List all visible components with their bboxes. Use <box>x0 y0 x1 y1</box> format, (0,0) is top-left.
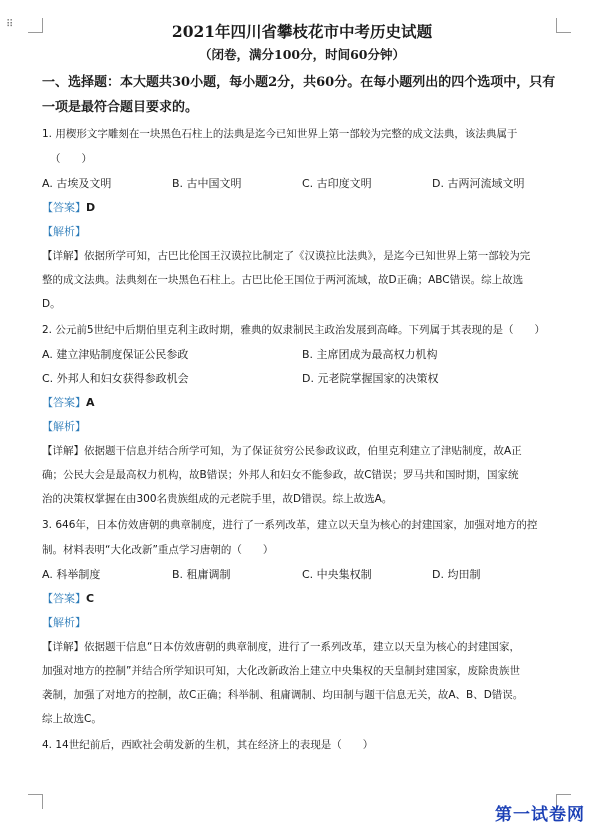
analysis-label: 【解析】 <box>42 225 86 238</box>
answer-line: 【答案】C <box>42 592 95 605</box>
question-2-detail: 【详解】依据题干信息并结合所学可知，为了保证贫穷公民参政议政，伯里克利建立了津贴制度，故A正 确；公民大会是最高权力机构，故B错误；外邦人和妇女不能参政，故C错误；罗马共和国时期，国家统 治的决策权掌握在由300名贵族组成的元老院手里，故D错误。综上故选A。 <box>42 445 522 505</box>
option-b: B. 租庸调制 <box>172 568 231 581</box>
option-a: A. 古埃及文明 <box>42 177 112 190</box>
page-corner-mark <box>28 794 43 809</box>
question-4-stem: 4. 14世纪前后，西欧社会萌发新的生机，其在经济上的表现是（ ） <box>42 739 374 751</box>
question-2-options-row-2 <box>42 367 562 391</box>
question-3-detail: 【详解】依据题干信息“日本仿效唐朝的典章制度，进行了一系列改革，建立以天皇为核心的封建国家， 加强对地方的控制”并结合所学知识可知，大化改新政治上建立中央集权的天皇制封建国家，废除贵族世 袭制，加强了对地方的控制，故C正确；科举制、租庸调制、均田制与题干信息无关，故A、B、D错误。 综上故选C。 <box>42 641 524 725</box>
option-d: D. 古两河流域文明 <box>432 177 525 190</box>
option-c: C. 外邦人和妇女获得参政机会 <box>42 372 189 385</box>
option-b: B. 主席团成为最高权力机构 <box>302 348 438 361</box>
site-watermark: 第一试卷网 <box>495 805 585 825</box>
option-c: C. 中央集权制 <box>302 568 372 581</box>
question-2-options-row-1 <box>42 343 562 367</box>
answer-line: 【答案】A <box>42 396 95 409</box>
question-1-stem: 1. 用楔形文字雕刻在一块黑色石柱上的法典是迄今已知世界上第一部较为完整的成文法典，该法典属于 （ ） <box>42 128 518 165</box>
question-1-options <box>42 172 562 196</box>
option-a: A. 科举制度 <box>42 568 101 581</box>
analysis-label: 【解析】 <box>42 420 86 433</box>
analysis-label: 【解析】 <box>42 616 86 629</box>
page-corner-mark <box>28 18 43 33</box>
section-heading: 一、选择题：本大题共30小题，每小题2分，共60分。在每小题列出的四个选项中，只有 一项是最符合题目要求的。 <box>42 75 556 115</box>
exam-info: （闭卷，满分100分，时间60分钟） <box>199 47 405 62</box>
answer-line: 【答案】D <box>42 201 96 214</box>
question-3-stem: 3. 646年，日本仿效唐朝的典章制度，进行了一系列改革，建立以天皇为核心的封建国家，加强对地方的控 制。材料表明“大化改新”重点学习唐朝的（ ） <box>42 519 538 556</box>
document-page <box>42 20 562 758</box>
question-1-detail: 【详解】依据所学可知，古巴比伦国王汉谟拉比制定了《汉谟拉比法典》，是迄今已知世界上第一部较为完 整的成文法典。法典刻在一块黑色石柱上。古巴比伦王国位于两河流域，故D正确；ABC错误。综上故选 D。 <box>42 250 531 310</box>
page-title: 2021年四川省攀枝花市中考历史试题 <box>171 22 433 41</box>
option-d: D. 元老院掌握国家的决策权 <box>302 372 439 385</box>
question-3-options <box>42 563 562 587</box>
option-b: B. 古中国文明 <box>172 177 242 190</box>
option-c: C. 古印度文明 <box>302 177 372 190</box>
question-2-stem: 2. 公元前5世纪中后期伯里克利主政时期，雅典的奴隶制民主政治发展到高峰。下列属于其表现的是（ ） <box>42 324 546 336</box>
drag-handle-icon[interactable]: ⠿ <box>6 19 15 30</box>
option-d: D. 均田制 <box>432 568 481 581</box>
option-a: A. 建立津贴制度保证公民参政 <box>42 348 189 361</box>
